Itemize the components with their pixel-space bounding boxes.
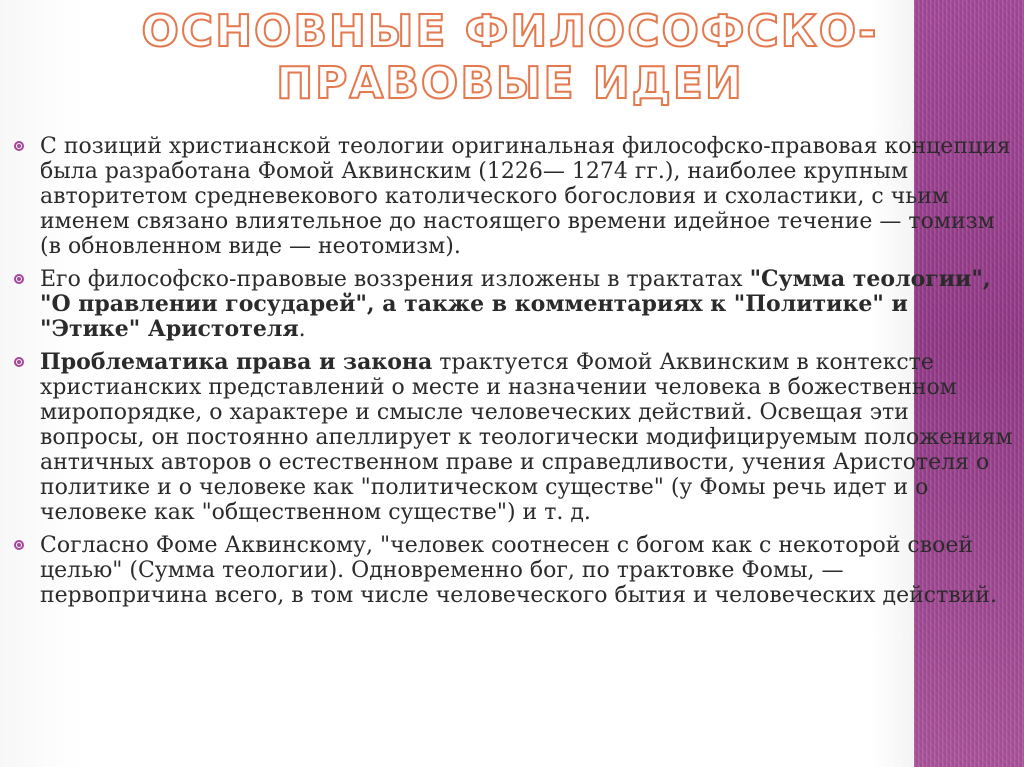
bullet-list bbox=[14, 134, 1014, 608]
slide-title bbox=[120, 6, 900, 110]
bullet-text: Согласно Фоме Аквинскому, "человек соотнесен с богом как с некоторой своей целью" (Сумма теологии). Одновременно бог, по трактовке Фомы, — первопричина всего, в том числе человеческого бытия и человеческих действий. bbox=[40, 533, 997, 608]
slide-title-line-1: ОСНОВНЫЕ ФИЛОСОФСКО- bbox=[141, 6, 879, 57]
bullet-text-bold: Проблематика права и закона bbox=[40, 349, 433, 375]
bullet-text: трактуется Фомой Аквинским в контексте христианских представлений о месте и назначении человека в божественном миропорядке, о характере и смысле человеческих действий. Освещая эти вопросы, он постоянно апеллирует к теологически модифицируемым положениям античных авторов о естественном праве и справедливости, учения Аристотеля о политике и о человеке как "политическом существе" (у Фомы речь идет и о человеке как "общественном существе") и т. д. bbox=[40, 350, 1013, 525]
bullet-text: С позиций христианской теологии оригинальная философско-правовая концепция была разработана Фомой Аквинским (1226— 1274 гг.), наиболее крупным авторитетом средневекового католического богословия и схоластики, с чьим именем связано влиятельное до настоящего времени идейное течение — томизм (в обновленном виде — неотомизм). bbox=[40, 134, 1011, 259]
bullet-item-2 bbox=[14, 267, 1014, 342]
bullet-text: . bbox=[298, 317, 306, 342]
circle-dot-icon bbox=[14, 540, 24, 550]
bullet-item-1 bbox=[14, 134, 1014, 259]
circle-dot-icon bbox=[14, 141, 24, 151]
bullet-text: Его философско-правовые воззрения изложены в трактатах bbox=[40, 267, 750, 292]
slide-title-line-2: ПРАВОВЫЕ ИДЕИ bbox=[276, 58, 744, 109]
bullet-item-4 bbox=[14, 533, 1014, 608]
circle-dot-icon bbox=[14, 274, 24, 284]
slide-content bbox=[14, 134, 1014, 616]
bullet-item-3 bbox=[14, 350, 1014, 525]
circle-dot-icon bbox=[14, 357, 24, 367]
bullet-text-bold: "Сумма теологии", "О правлении государей", а также в комментариях к "Политике" и "Этике" Аристотеля bbox=[40, 266, 991, 342]
